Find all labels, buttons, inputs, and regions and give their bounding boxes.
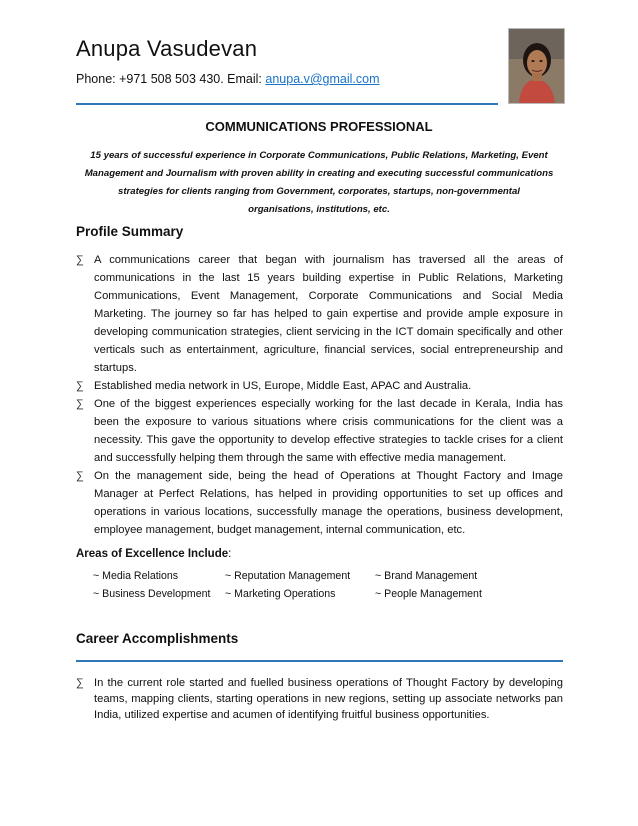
email-link[interactable]: anupa.v@gmail.com: [265, 72, 380, 86]
excellence-item: ~ Media Relations: [93, 570, 179, 582]
areas-of-excellence-colon: :: [228, 548, 232, 560]
list-item: [76, 395, 563, 467]
career-accomplishments-heading: Career Accomplishments: [76, 631, 239, 646]
profile-photo-image: [509, 29, 564, 103]
list-item-text: On the management side, being the head of Operations at Thought Factory and Image Manager at Perfect Relations, has helped in providing opportunities to set up offices and operations in various locations, successfully manage the operations, business development, employee management, budget management, internal communication, etc.: [94, 470, 563, 536]
sigma-bullet-icon: ∑: [76, 380, 84, 392]
excellence-item: ~ Business Development: [93, 588, 211, 600]
list-item: [76, 251, 563, 377]
list-item-text: One of the biggest experiences especially working for the last decade in Kerala, India has been the exposure to various situations where crisis communications for the client was a necessity. This gave the opportunity to develop effective strategies to tackle crises for a client and successfully helping them through the same with effective media management.: [94, 398, 563, 464]
list-item: [76, 377, 563, 395]
excellence-item: ~ Brand Management: [375, 570, 478, 582]
profile-summary-list: [76, 251, 563, 539]
sigma-bullet-icon: ∑: [76, 470, 84, 482]
excellence-item: ~ Reputation Management: [225, 570, 351, 582]
sigma-bullet-icon: ∑: [76, 398, 84, 410]
areas-of-excellence-label: Areas of Excellence Include: [76, 548, 229, 560]
profile-photo: [508, 28, 565, 104]
excellence-item: ~ People Management: [375, 588, 482, 600]
candidate-name: Anupa Vasudevan: [76, 36, 258, 61]
list-item: [76, 675, 563, 723]
sigma-bullet-icon: ∑: [76, 254, 84, 266]
headline: COMMUNICATIONS PROFESSIONAL: [205, 119, 433, 134]
summary-statement: 15 years of successful experience in Corporate Communications, Public Relations, Marketing, Event Management and Journalism with proven ability in creating and executing successful communications strategies for clients ranging from Government, corporates, startups, non-governmental organisations, institutions, etc.: [84, 150, 554, 215]
areas-of-excellence-title: [76, 548, 231, 560]
excellence-item: ~ Marketing Operations: [225, 588, 336, 600]
sigma-bullet-icon: ∑: [76, 677, 84, 689]
list-item-text: In the current role started and fuelled business operations of Thought Factory by developing teams, mapping clients, starting operations in new regions, setting up associate networks pan India, utilized expertise and acumen of identifying fruitful business opportunities.: [94, 677, 563, 721]
career-divider: [76, 660, 563, 662]
phone-text: Phone: +971 508 503 430. Email:: [76, 72, 266, 86]
contact-line: [76, 72, 380, 86]
list-item: [76, 467, 563, 539]
profile-summary-heading: Profile Summary: [76, 224, 184, 239]
list-item-text: A communications career that began with journalism has traversed all the areas of communications in the last 15 years building expertise in Public Relations, Marketing Communications, Event Management, Corporate Communications and Social Media Marketing. The journey so far has helped to gain expertise and provide ample exposure in developing communication strategies, client servicing in the ICT domain specifically and other verticals such as entertainment, agriculture, financial services, social entrepreneurship and startups.: [94, 254, 563, 374]
header-divider: [76, 103, 498, 105]
career-accomplishments-list: [76, 675, 563, 723]
list-item-text: Established media network in US, Europe, Middle East, APAC and Australia.: [94, 380, 472, 392]
